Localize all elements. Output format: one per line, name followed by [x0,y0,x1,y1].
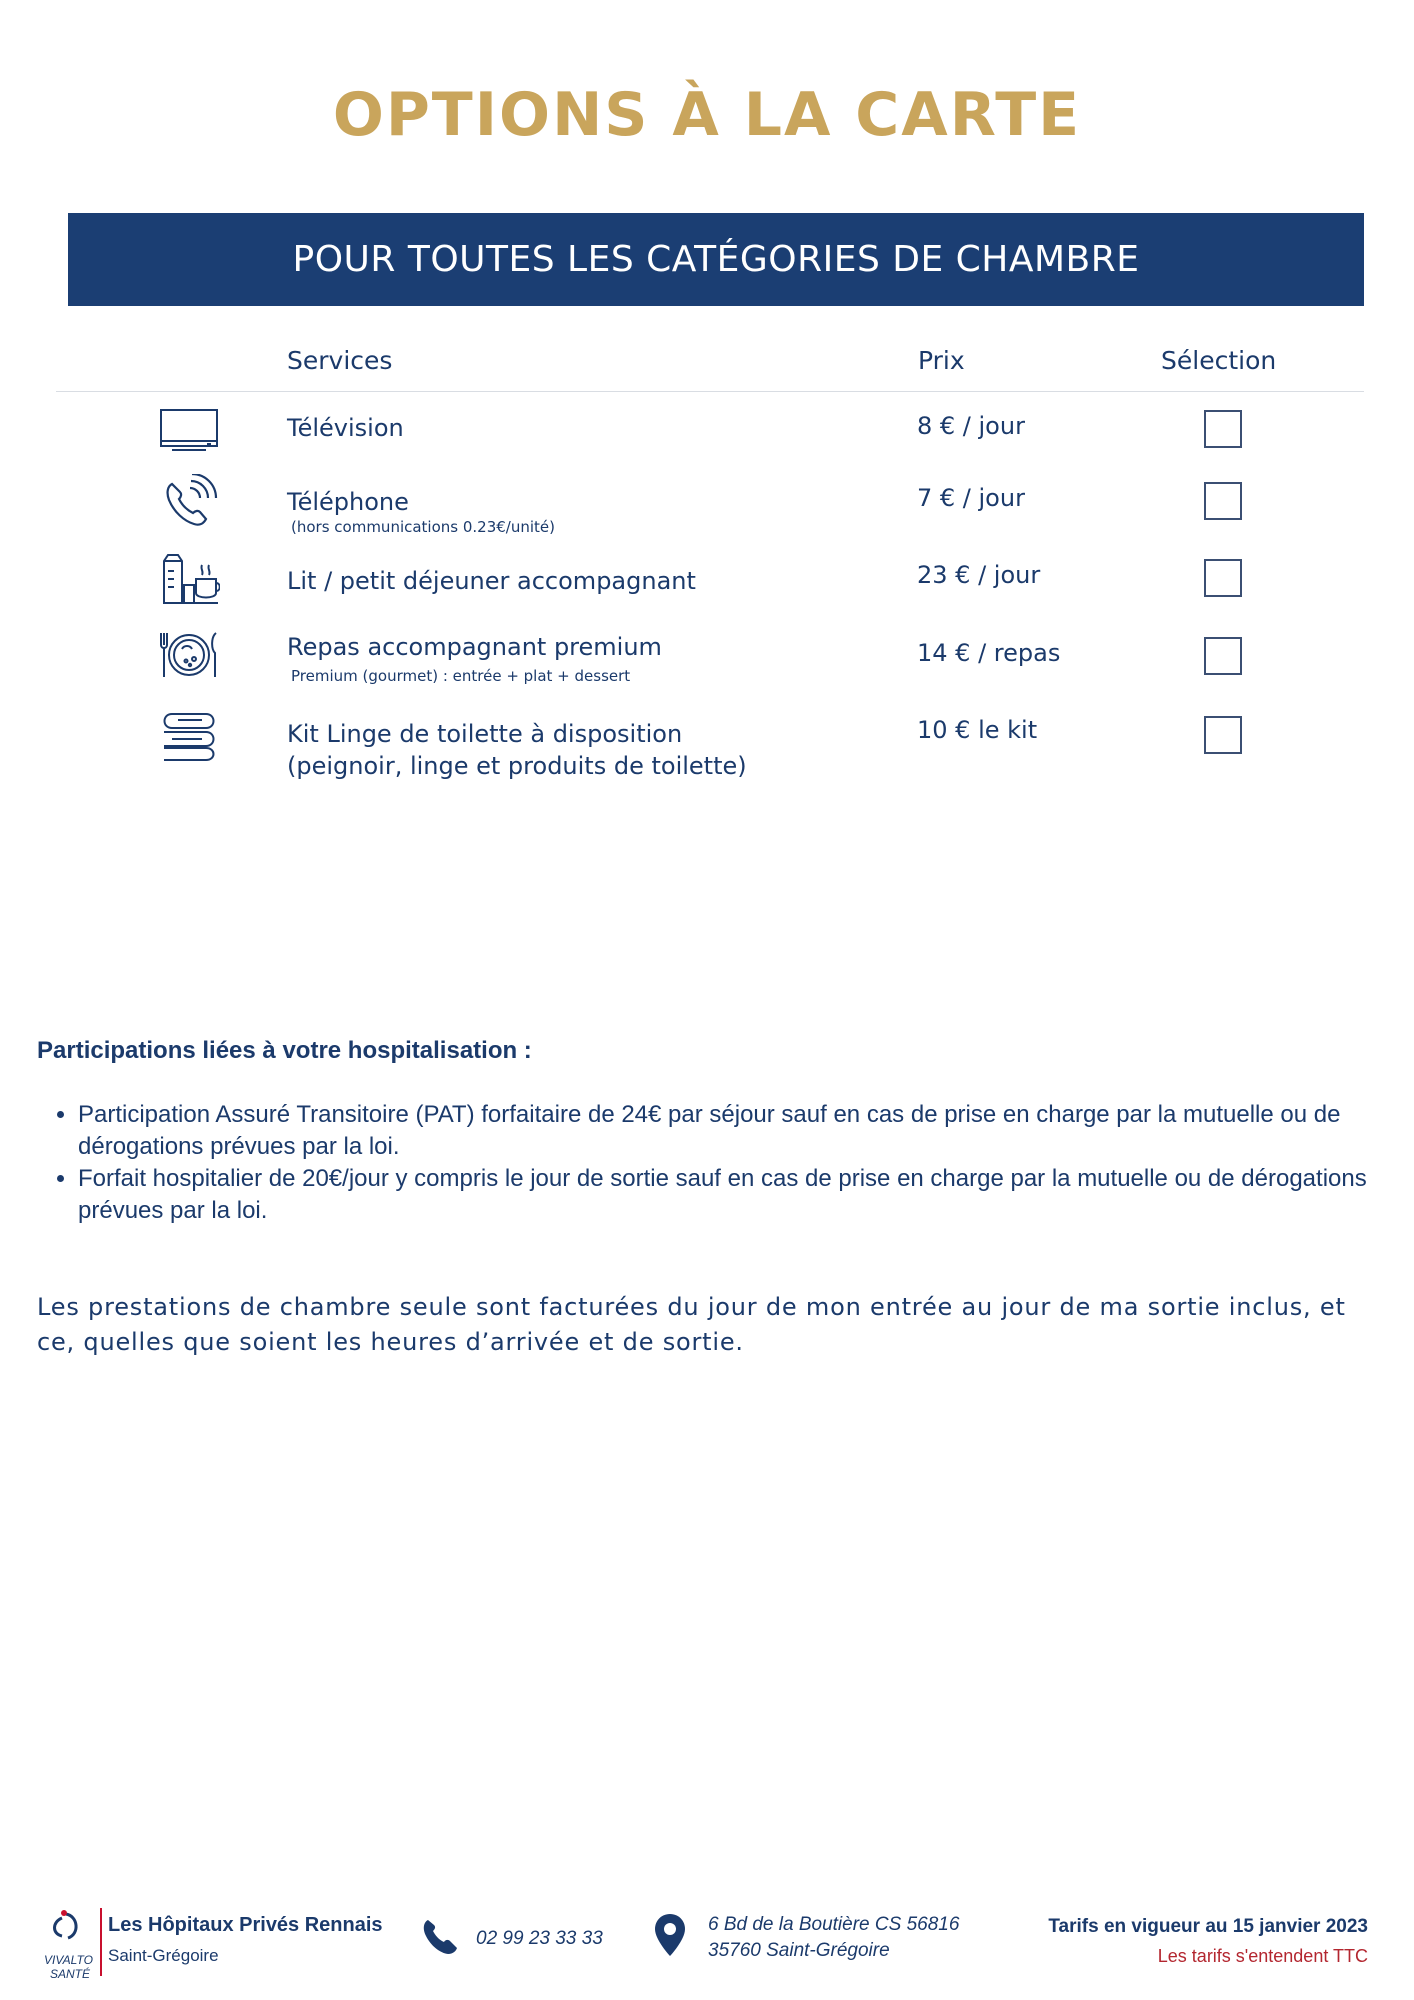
page-title: OPTIONS À LA CARTE [332,80,1082,150]
service-detail: Premium (gourmet) : entrée + plat + dessert [291,667,631,685]
org-city: Saint-Grégoire [108,1946,219,1965]
tarifs-ttc: Les tarifs s'entendent TTC [1157,1946,1368,1966]
select-checkbox-telephone[interactable] [1204,482,1242,520]
service-price: 8 € / jour [917,412,1025,440]
banner-text: POUR TOUTES LES CATÉGORIES DE CHAMBRE [292,239,1140,280]
towels-icon [158,706,220,762]
meal-plate-icon [158,627,220,683]
footer [0,1900,1414,2000]
list-item: • Forfait hospitalier de 20€/jour y compris le jour de sortie sauf en cas de prise en charge par la mutuelle ou de dérogations prévues par la loi. [78,1163,1414,1227]
select-checkbox-kit-linge[interactable] [1204,716,1242,754]
select-checkbox-television[interactable] [1204,410,1242,448]
television-icon [158,404,220,460]
header-prix: Prix [918,346,965,375]
service-name: Télévision [287,414,404,442]
header-services: Services [287,346,393,375]
service-name: Lit / petit déjeuner accompagnant [287,567,696,595]
service-name: Téléphone [287,488,409,516]
select-checkbox-repas-premium[interactable] [1204,637,1242,675]
service-name-line2: (peignoir, linge et produits de toilette) [287,752,747,780]
location-pin-icon [652,1912,688,1958]
participations-list [37,1099,1414,1227]
svg-text:VIVALTO: VIVALTO [44,1953,93,1967]
logo-divider [100,1908,102,1976]
billing-note: Les prestations de chambre seule sont facturées du jour de mon entrée au jour de ma sortie inclus, et ce, quelles que soient les heures d’arrivée et de sortie. [37,1293,1346,1356]
address-line1: 6 Bd de la Boutière CS 56816 [708,1914,960,1935]
select-checkbox-lit-petit-dejeuner[interactable] [1204,559,1242,597]
service-detail: (hors communications 0.23€/unité) [291,518,556,536]
service-name: Kit Linge de toilette à disposition [287,720,683,748]
header-divider [56,391,1364,392]
phone-icon [158,474,220,530]
service-price: 7 € / jour [917,484,1025,512]
list-item: • Participation Assuré Transitoire (PAT) forfaitaire de 24€ par séjour sauf en cas de prise en charge par la mutuelle ou de dérogations prévues par la loi. [78,1099,1414,1163]
phone-number[interactable]: 02 99 23 33 33 [476,1928,603,1949]
svg-text:SANTÉ: SANTÉ [50,1967,91,1981]
address-line2: 35760 Saint-Grégoire [708,1940,890,1961]
participations-title: Participations liées à votre hospitalisation : [37,1037,532,1064]
service-price: 23 € / jour [917,561,1041,589]
service-price: 10 € le kit [917,716,1038,744]
breakfast-icon [158,551,220,607]
service-price: 14 € / repas [917,639,1061,667]
header-selection: Sélection [1161,346,1277,375]
org-name: Les Hôpitaux Privés Rennais [108,1914,383,1936]
phone-icon [420,1916,460,1956]
category-banner [68,213,1364,306]
service-name: Repas accompagnant premium [287,633,662,661]
tarifs-date: Tarifs en vigueur au 15 janvier 2023 [1048,1916,1368,1937]
vivalto-logo [42,1904,96,1984]
